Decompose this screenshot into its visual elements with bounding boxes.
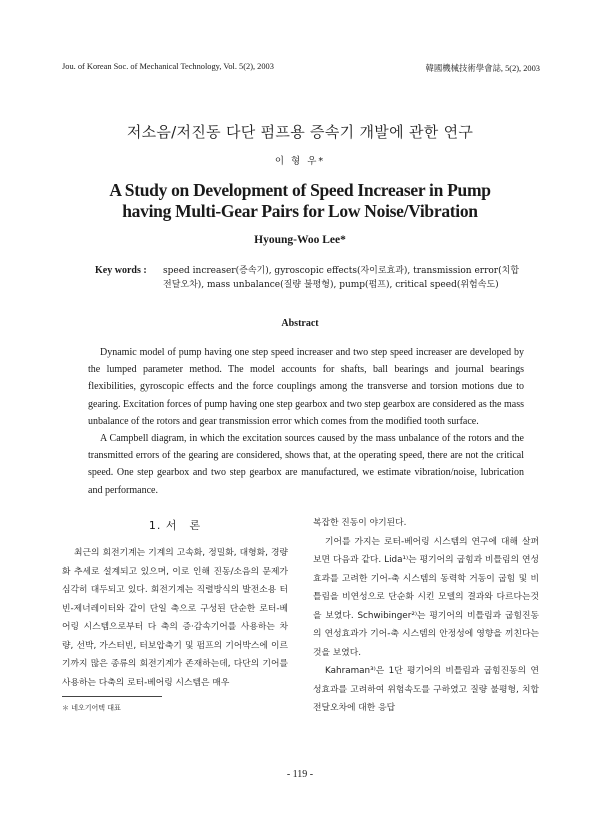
keywords-label: Key words : xyxy=(95,265,147,276)
abstract-body xyxy=(88,344,524,499)
keywords-block xyxy=(95,264,525,292)
abstract-paragraph-1: Dynamic model of pump having one step speed increaser and two step speed increaser are developed by the lumped parameter method. The model accounts for shafts, ball bearings and journal bearings flexibilities, gyroscopic effects and the force couplings among the transverse and torsion motions due to gearing. Excitation forces of pump having one step gearbox and two step gearbox are considered as the mass unbalance of the rotors and gear transmission error which comes from the modified tooth surface. xyxy=(88,347,524,427)
author-footnote: ＊ 네오기어텍 대표 xyxy=(62,704,121,712)
running-header xyxy=(62,62,540,74)
intro-paragraph-3: Kahraman³⁾은 1단 평기어의 비틀림과 굽힘진동의 연성효과를 고려하여 위험속도를 구하였고 질량 불평형, 치합전달오차에 대한 응답 xyxy=(313,666,539,713)
journal-citation-en: Jou. of Korean Soc. of Mechanical Technology, Vol. 5(2), 2003 xyxy=(62,62,274,71)
left-column xyxy=(62,544,288,692)
abstract-heading: Abstract xyxy=(281,318,319,329)
paper-title-english xyxy=(0,180,600,222)
intro-paragraph-1: 최근의 회전기계는 기계의 고속화, 정밀화, 대형화, 경량화 추세로 설계되고 있으며, 이로 인해 진동/소음의 문제가 심각히 대두되고 있다. 회전기계는 직렬방식의 발전소용 터빈-제너레이터와 같이 단일 축으로 구성된 단순한 로터-베어링 시스템으로부터 다 축의 증·감속기어를 사용하는 차량, 선박, 가스터빈, 터보압축기 및 펌프의 기어박스에 이르기까지 많은 종류의 회전기계가 존재하는데, 다단의 기어를 사용하는 다축의 로터-베어링 시스템은 매우 xyxy=(62,548,288,688)
footnote-divider xyxy=(62,696,162,697)
journal-citation-kr: 韓國機械技術學會誌, 5(2), 2003 xyxy=(425,64,540,73)
keywords-text: speed increaser(증속기), gyroscopic effects(자이로효과), transmission error(치합전달오차), mass unbalance(질량 불평형), pump(펌프), critical speed(위험속도) xyxy=(163,266,520,290)
intro-paragraph-2: 기어를 가지는 로터-베어링 시스템의 연구에 대해 살펴보면 다음과 같다. Lida¹⁾는 평기어의 굽힘과 비틀림의 연성효과를 고려한 기어-축 시스템의 동력학 거동이 굽힘 및 비틀림을 비연성으로 단순화 시킨 모델의 결과와 다르다는것을 보였다. Schwibinger²⁾는 평기어의 비틀림과 굽힘진동의 연성효과가 기어-축 시스템의 안정성에 영향을 끼친다는것을 보였다. xyxy=(313,536,539,658)
abstract-paragraph-2: A Campbell diagram, in which the excitation sources caused by the mass unbalance of the rotors and the transmitted errors of the gearing are considered, shows that, at the operating speed, there are not the critical speed. One step gearbox and two step gearbox are manufactured, we estimate vibration/noise, lubrication and performance. xyxy=(88,433,524,496)
author-english: Hyoung-Woo Lee* xyxy=(254,234,346,246)
paper-title-korean: 저소음/저진동 다단 펌프용 증속기 개발에 관한 연구 xyxy=(126,123,474,141)
title-line-1: A Study on Development of Speed Increaser in Pump xyxy=(109,180,491,200)
section-heading-introduction: 1. 서 론 xyxy=(148,519,202,532)
right-column xyxy=(313,514,539,718)
intro-continuation: 복잡한 진동이 야기된다. xyxy=(313,518,407,528)
title-line-2: having Multi-Gear Pairs for Low Noise/Vibration xyxy=(122,201,478,221)
author-korean: 이 형 우* xyxy=(274,156,326,167)
page-number: - 119 - xyxy=(286,769,314,780)
